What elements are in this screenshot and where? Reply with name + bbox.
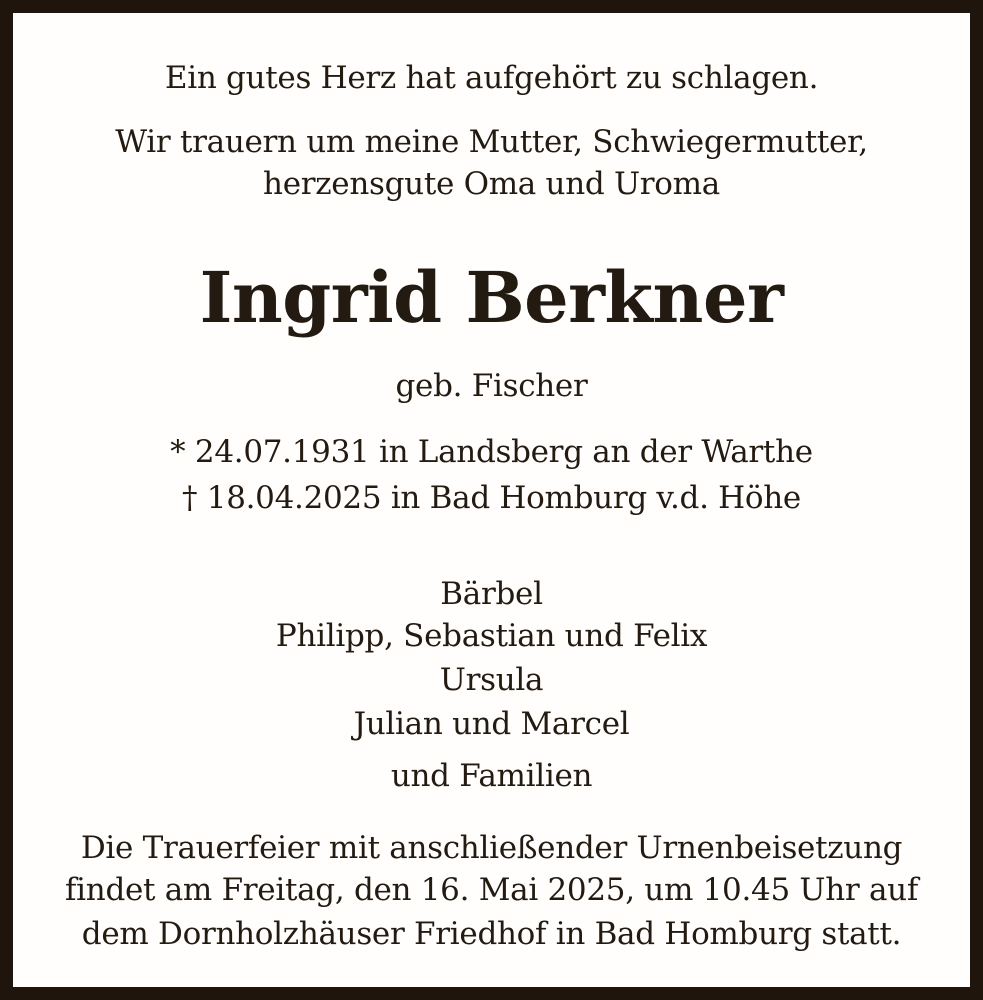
mourner-line: Bärbel bbox=[440, 576, 543, 612]
mourner-line: Ursula bbox=[439, 662, 544, 698]
maiden-name: geb. Fischer bbox=[395, 368, 588, 404]
ceremony-text-line: dem Dornholzhäuser Friedhof in Bad Homburg statt. bbox=[81, 916, 902, 952]
mourner-line: Julian und Marcel bbox=[353, 706, 630, 742]
ceremony-text-line: Die Trauerfeier mit anschließender Urnenbeisetzung bbox=[80, 830, 903, 866]
mourner-line: Philipp, Sebastian und Felix bbox=[275, 618, 708, 654]
deceased-name: Ingrid Berkner bbox=[199, 256, 784, 339]
birth-date: * 24.07.1931 in Landsberg an der Warthe bbox=[170, 434, 813, 470]
ceremony-text-line: findet am Freitag, den 16. Mai 2025, um 10.45 Uhr auf bbox=[64, 872, 919, 908]
mourner-line: und Familien bbox=[390, 758, 593, 794]
death-date: † 18.04.2025 in Bad Homburg v.d. Höhe bbox=[182, 480, 801, 516]
mourning-text-line-2: herzensgute Oma und Uroma bbox=[263, 166, 720, 202]
mourning-text-line-1: Wir trauern um meine Mutter, Schwiegermutter, bbox=[115, 124, 868, 160]
intro-text: Ein gutes Herz hat aufgehört zu schlagen. bbox=[164, 60, 819, 96]
